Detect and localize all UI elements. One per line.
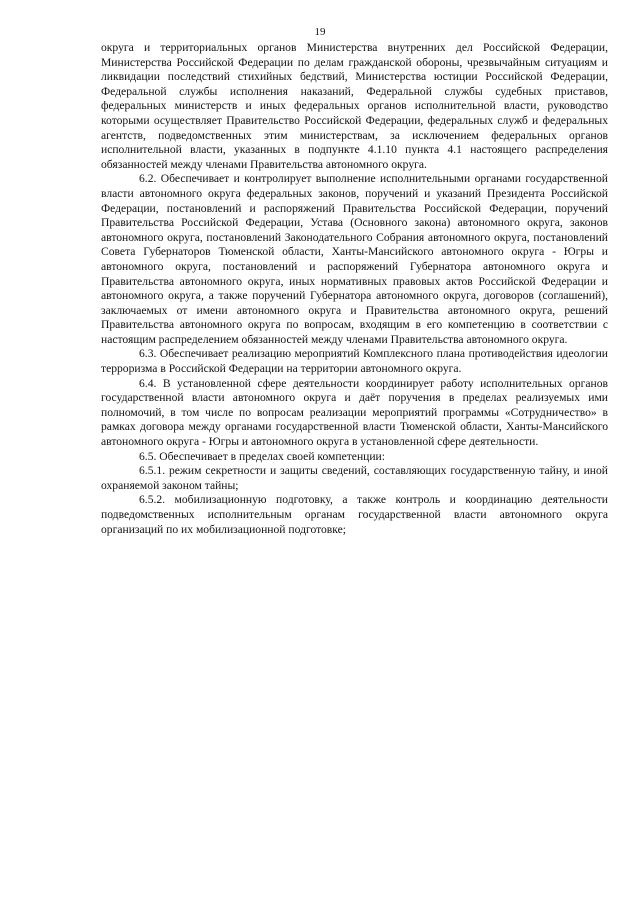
paragraph-6-4: 6.4. В установленной сфере деятельности координирует работу исполнительных органов государственной власти автономного округа и даёт поручения в пределах реализуемых ими полномочий, в том числе по вопросам реализации мероприятий программы «Сотрудничество» в рамках договора между органами государственной власти Тюменской области, Ханты-Мансийского автономного округа - Югры и автономного округа в установленной сфере деятельности.: [101, 376, 608, 449]
document-body: [101, 41, 608, 537]
page-number: 19: [314, 26, 326, 38]
paragraph-6-5-1: 6.5.1. режим секретности и защиты сведений, составляющих государственную тайну, и иной охраняемой законом тайны;: [101, 464, 608, 492]
paragraph-6-3: 6.3. Обеспечивает реализацию мероприятий Комплексного плана противодействия идеологии терроризма в Российской Федерации на территории автономного округа.: [101, 347, 608, 376]
paragraph-6-5-2: 6.5.2. мобилизационную подготовку, а также контроль и координацию деятельности подведомственных исполнительным органам государственной власти автономного округа организаций по их мобилизационной подготовке;: [101, 493, 608, 536]
paragraph-continuation: округа и территориальных органов Министерства внутренних дел Российской Федерации, Министерства Российской Федерации по делам гражданской обороны, чрезвычайным ситуациям и ликвидации последствий стихийных бедствий, Министерства юстиции Российской Федерации, Федеральной службы исполнения наказаний, Федеральной службы судебных приставов, федеральных министерств и иных федеральных органов исполнительной власти, руководство которыми осуществляет Правительство Российской Федерации, федеральных служб и федеральных агентств, подведомственных этим министерствам, за исключением федеральных органов исполнительной власти, указанных в подпункте 4.1.10 пункта 4.1 настоящего распределения обязанностей между членами Правительства автономного округа.: [101, 41, 608, 171]
paragraph-6-2: 6.2. Обеспечивает и контролирует выполнение исполнительными органами государственной власти автономного округа федеральных законов, поручений и указаний Президента Российской Федерации, постановлений и распоряжений Правительства Российской Федерации, поручений Правительства Российской Федерации, Устава (Основного закона) автономного округа, законов автономного округа, постановлений Законодательного Собрания автономного округа, постановлений Совета Губернаторов Тюменской области, Ханты-Мансийского автономного округа - Югры и автономного округа, постановлений и распоряжений Губернатора автономного округа и Правительства автономного округа, иных нормативных правовых актов Российской Федерации и автономного округа, а также поручений Губернатора автономного округа, договоров (соглашений), заключаемых от имени автономного округа и Правительства автономного округа, решений Правительства автономного округа по вопросам, входящим в его компетенцию в соответствии с настоящим распределением обязанностей между членами Правительства автономного округа.: [101, 172, 608, 346]
paragraph-6-5: 6.5. Обеспечивает в пределах своей компетенции:: [139, 449, 385, 463]
